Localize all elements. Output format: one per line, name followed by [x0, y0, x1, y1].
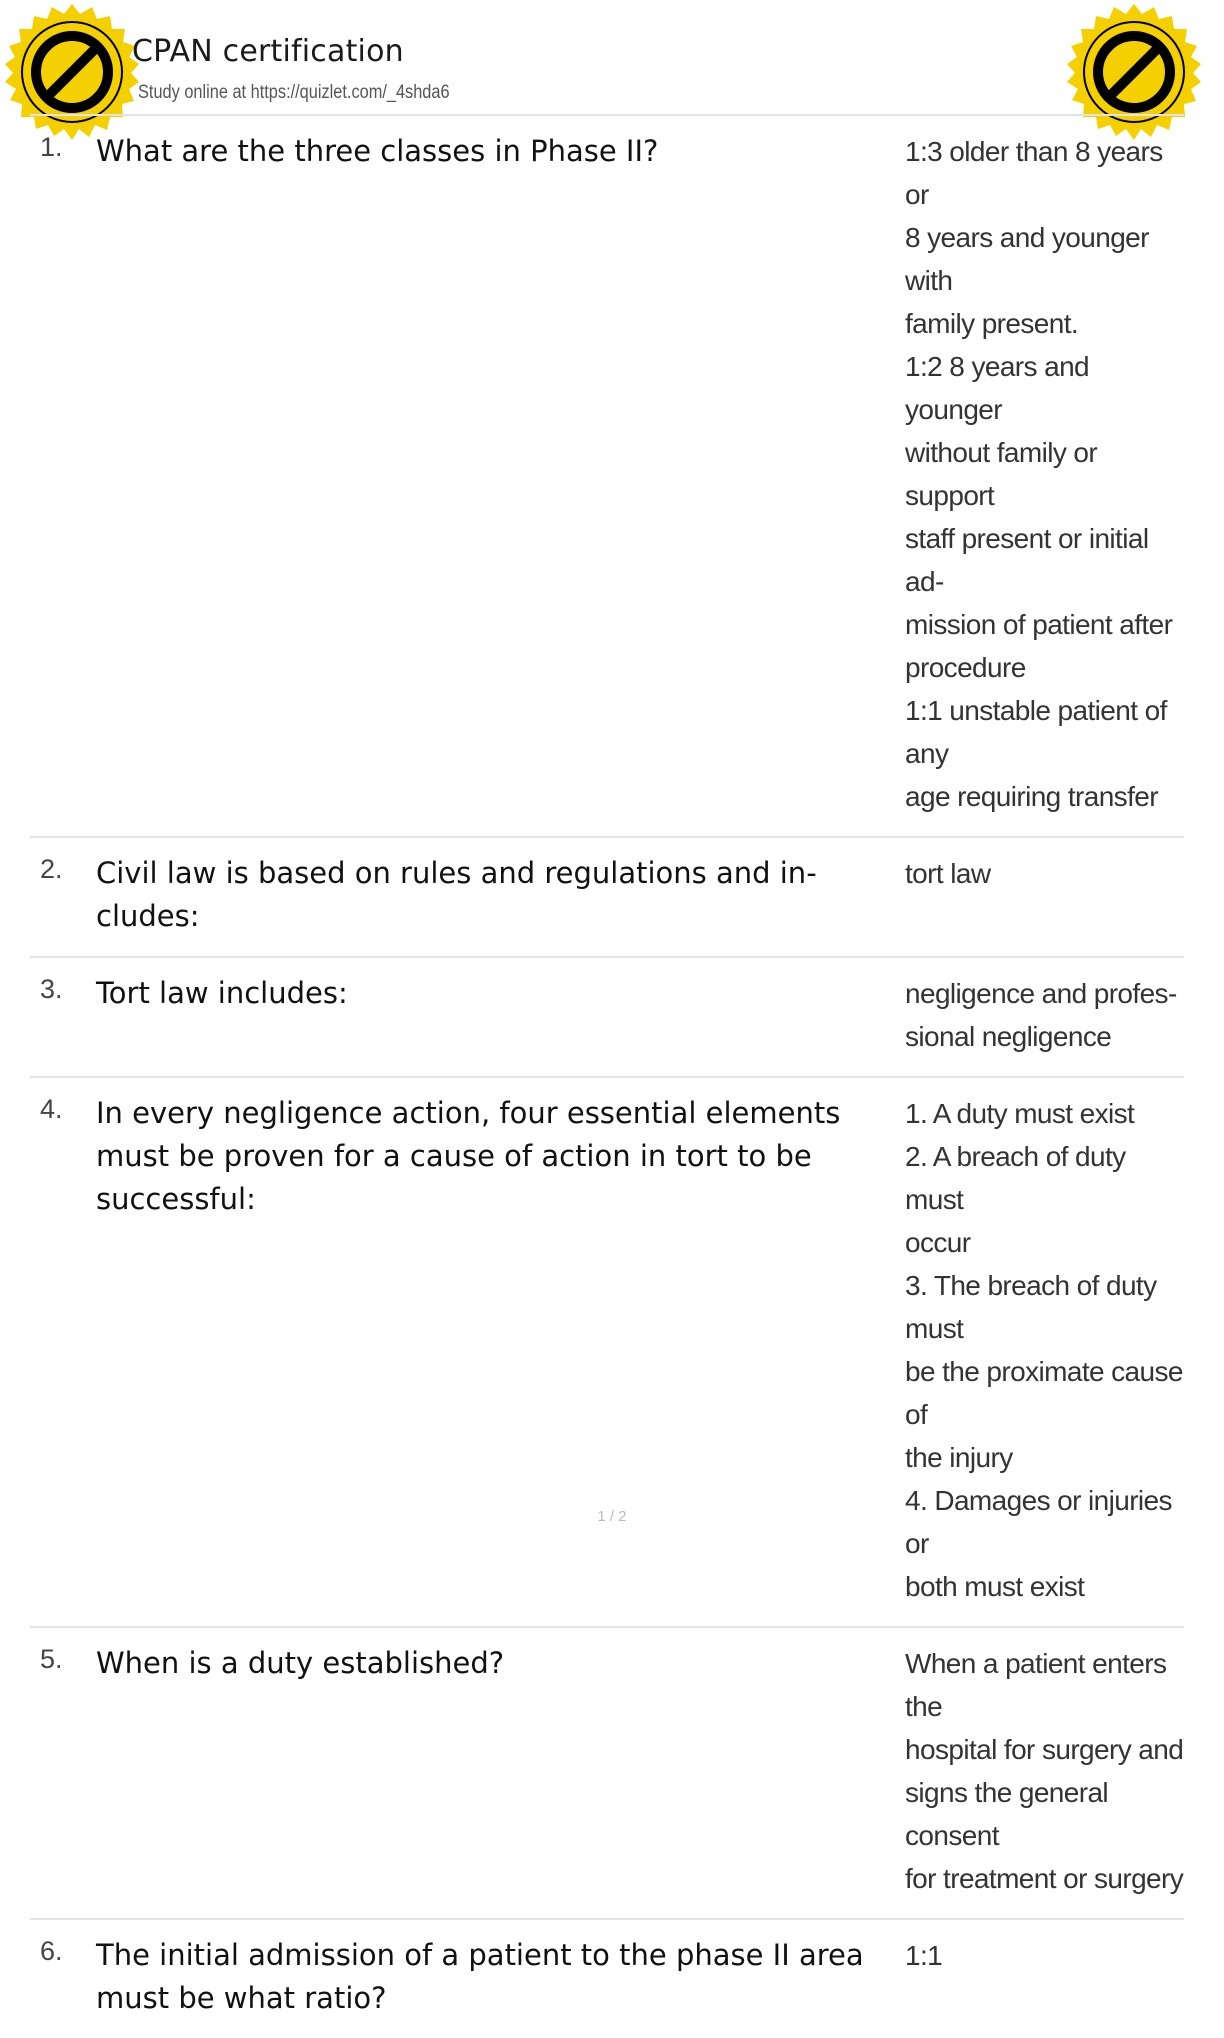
card-definition: 1:3 older than 8 years or 8 years and younger with family present. 1:2 8 years and younger without family or support staff present or initial ad- mission of patient after procedure 1:1 unstable patient of any age requiring transfer [905, 136, 1173, 812]
page-title: CPAN certification [132, 34, 404, 69]
page-number: 1 / 2 [597, 1508, 627, 1525]
flashcard-row [30, 1628, 1184, 1920]
card-term: What are the three classes in Phase II? [96, 134, 659, 168]
card-number: 5. [40, 1644, 63, 1674]
card-term: Civil law is based on rules and regulations and in-cludes: [96, 856, 817, 933]
card-number: 4. [40, 1094, 63, 1124]
flashcard-row [30, 116, 1184, 838]
card-term: When is a duty established? [96, 1646, 505, 1680]
card-definition: When a patient enters the hospital for surgery and signs the general consent for treatment or surgery [905, 1648, 1184, 1894]
card-definition: negligence and profes- sional negligence [905, 978, 1177, 1052]
card-number: 3. [40, 974, 63, 1004]
card-number: 2. [40, 854, 63, 884]
flashcard-row [30, 838, 1184, 958]
page-subtitle[interactable]: Study online at https://quizlet.com/_4shda6 [138, 82, 450, 103]
flashcard-row [30, 1078, 1184, 1628]
flashcard-list [30, 116, 1184, 2038]
card-definition: tort law [905, 858, 991, 889]
card-number: 1. [40, 132, 63, 162]
card-definition: 1. A duty must exist 2. A breach of duty must occur 3. The breach of duty must be the proximate cause of the injury 4. Damages or injuries or both must exist [905, 1098, 1183, 1602]
card-number: 6. [40, 1936, 63, 1966]
card-term: In every negligence action, four essential elements must be proven for a cause of action in tort to be successful: [96, 1096, 841, 1216]
card-definition: 1:1 [905, 1940, 943, 1971]
card-term: Tort law includes: [96, 976, 348, 1010]
flashcard-row [30, 958, 1184, 1078]
flashcard-row [30, 1920, 1184, 2038]
card-term: The initial admission of a patient to the phase II area must be what ratio? [96, 1938, 864, 2015]
